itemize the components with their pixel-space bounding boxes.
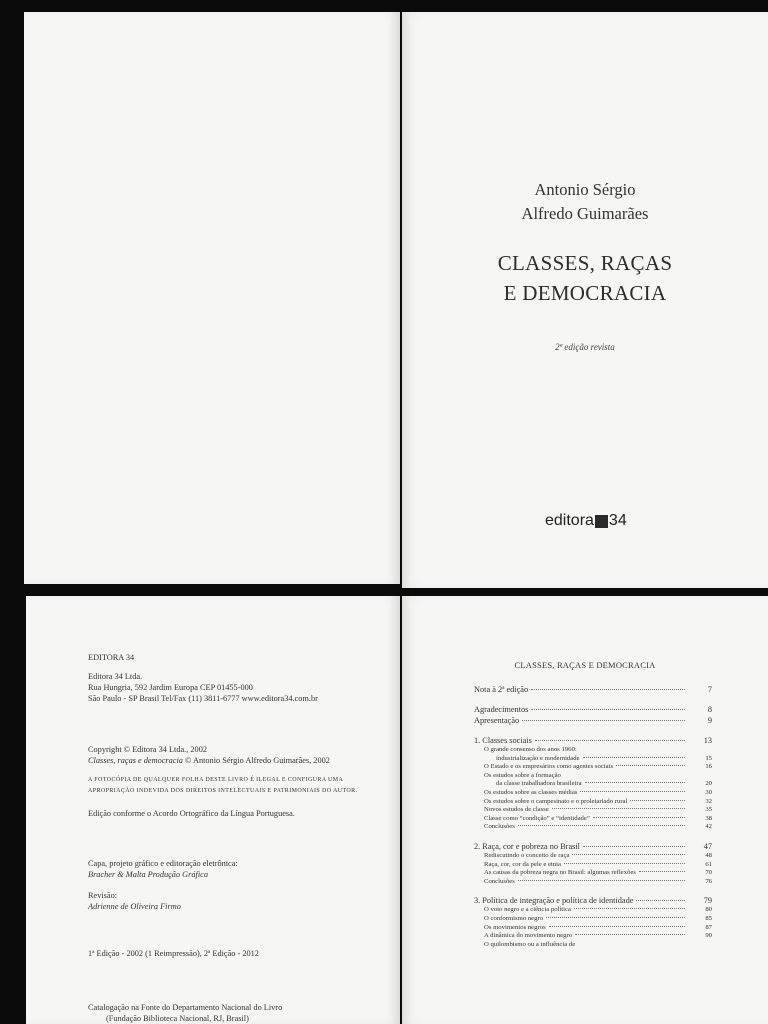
cover-label: Capa, projeto gráfico e editoração eletrônica:	[88, 859, 238, 868]
revision-label: Revisão:	[88, 891, 118, 900]
toc-subentry: Raça, cor, cor da pele e etnia 61	[484, 860, 712, 868]
toc-subentry: Novos estudos de classe 35	[484, 806, 712, 814]
revision-credits	[88, 890, 181, 912]
toc-subentry: Rediscutindo o conceito de raça 48	[484, 851, 712, 859]
orthography-note: Edição conforme o Acordo Ortográfico da Língua Portuguesa.	[88, 809, 295, 818]
edition-note: 2ª edição revista	[555, 342, 615, 352]
contents-page	[402, 596, 768, 1024]
toc-chapter: 2. Raça, cor e pobreza no Brasil 47	[474, 841, 712, 851]
toc-subentry: da classe trabalhadora brasileira 20	[496, 780, 712, 788]
copyright-line-2	[88, 755, 330, 766]
cover-credit: Bracher & Malta Produção Gráfica	[88, 870, 208, 879]
copyright-block	[88, 744, 330, 766]
toc-entry: Nota à 2ª edição 7	[474, 685, 712, 694]
toc-entry: Apresentação 9	[474, 716, 712, 725]
copyright-book-title: Classes, raças e democracia	[88, 756, 183, 765]
book-title	[402, 248, 768, 308]
toc-subentry: O Estado e os empresários como agentes sociais 16	[484, 763, 712, 771]
revision-credit: Adrienne de Oliveira Firmo	[88, 902, 181, 911]
title-line-2: E DEMOCRACIA	[503, 281, 667, 305]
catalog-info	[88, 1002, 282, 1024]
warning-line: APROPRIAÇÃO INDEVIDA DOS DIREITOS INTELECTUAIS E PATRIMONIAIS DO AUTOR.	[88, 788, 358, 794]
address-line: São Paulo - SP Brasil Tel/Fax (11) 3811-6777 www.editora34.com.br	[88, 694, 318, 703]
catalog-line-1: Catalogação na Fonte do Departamento Nacional do Livro	[88, 1003, 283, 1012]
toc-entry: Agradecimentos 8	[474, 705, 712, 714]
title-page	[402, 12, 768, 588]
toc-subentry: O conformismo negro 85	[484, 914, 712, 922]
logo-square-icon	[595, 515, 608, 528]
toc-subentry: Classe como “condição” e “identidade” 38	[484, 814, 712, 822]
toc-subentry: Os estudos sobre a formação	[484, 771, 561, 779]
author-2: Alfredo Guimarães	[521, 204, 649, 223]
publisher-address	[88, 671, 318, 704]
title-line-1: CLASSES, RAÇAS	[497, 251, 673, 275]
publisher-name: EDITORA 34	[88, 653, 135, 662]
contents-heading: CLASSES, RAÇAS E DEMOCRACIA	[514, 660, 656, 670]
catalog-line-2: (Fundação Biblioteca Nacional, RJ, Brasil)	[106, 1014, 249, 1023]
photocopy-warning	[88, 775, 357, 797]
toc-chapter: 3. Política de integração e política de identidade 79	[474, 896, 712, 906]
logo-number: 34	[608, 512, 627, 529]
cover-credits	[88, 858, 238, 880]
copyright-author: © Antonio Sérgio Alfredo Guimarães, 2002	[182, 756, 330, 765]
author-1: Antonio Sérgio	[534, 180, 636, 199]
warning-line: A FOTOCÓPIA DE QUALQUER FOLHA DESTE LIVRO É ILEGAL E CONFIGURA UMA	[88, 777, 344, 783]
copyright-page	[26, 596, 400, 1024]
blank-page	[24, 12, 400, 584]
toc-subentry: O quilombismo ou a influência de	[484, 940, 576, 948]
copyright-line-1: Copyright © Editora 34 Ltda., 2002	[88, 745, 207, 754]
table-of-contents	[474, 684, 712, 949]
bottom-spread	[0, 592, 768, 1024]
address-line: Editora 34 Ltda.	[88, 672, 143, 681]
toc-subentry: Conclusões 42	[484, 823, 712, 831]
edition-history: 1ª Edição - 2002 (1 Reimpressão), 2ª Edição - 2012	[88, 949, 259, 958]
authors	[402, 178, 768, 226]
address-line: Rua Hungria, 592 Jardim Europa CEP 01455-000	[88, 683, 253, 692]
publisher-logo	[545, 512, 627, 530]
toc-subentry: O voto negro e a ciência política 80	[484, 906, 712, 914]
toc-subentry: O grande consenso dos anos 1960:	[484, 746, 577, 753]
toc-chapter: 1. Classes sociais 13	[474, 736, 712, 745]
toc-subentry: A dinâmica do movimento negro 90	[484, 932, 712, 940]
toc-subentry: industrialização e modernidade 15	[496, 754, 712, 762]
toc-subentry: Os estudos sobre as classes médias 30	[484, 788, 712, 796]
toc-subentry: Conclusões 76	[484, 877, 712, 885]
toc-subentry: As causas da pobreza negra no Brasil: algumas reflexões 70	[484, 869, 712, 877]
logo-text: editora	[545, 512, 594, 529]
toc-subentry: Os estudos sobre o campesinato e o proletariado rural 32	[484, 797, 712, 805]
toc-subentry: Os movimentos negros 87	[484, 923, 712, 931]
